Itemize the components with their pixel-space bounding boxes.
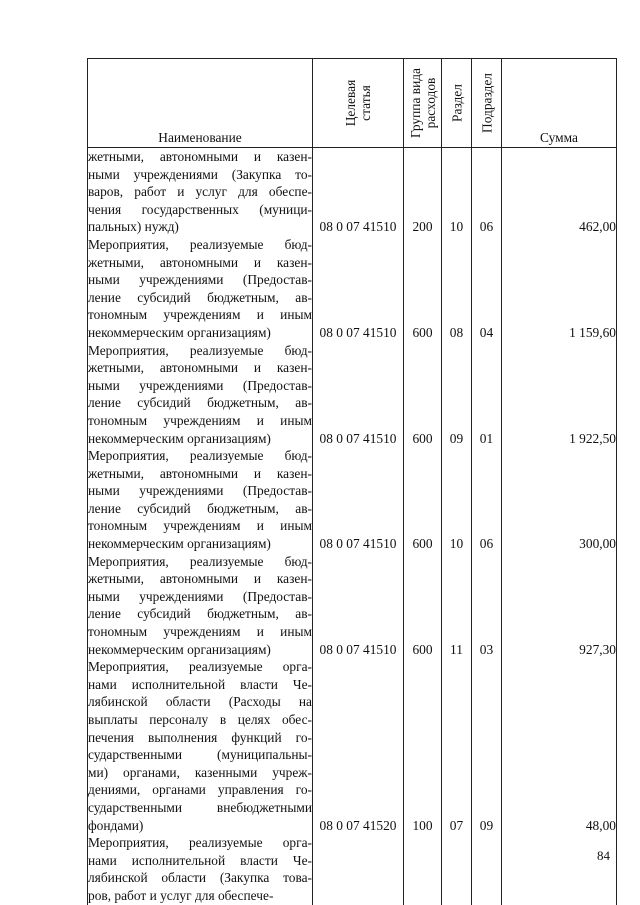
- row-sum: 1 159,60: [502, 236, 617, 342]
- row-name: Мероприятия, реализуемые бюд- жетными, автономными и казен- ными учреждениями (Предостав- ление субсидий бюджетным, ав- тономным учреждениям и иным некоммерческим организациям): [88, 236, 312, 340]
- row-sum: 300,00: [502, 447, 617, 553]
- row-target: 08 0 07 41510: [313, 342, 404, 448]
- row-subsection: 06: [472, 148, 502, 236]
- row-target: 08 0 07 41510: [313, 148, 404, 236]
- row-name: Мероприятия, реализуемые бюд- жетными, автономными и казен- ными учреждениями (Предостав- ление субсидий бюджетным, ав- тономным учреждениям и иным некоммерческим организациям): [88, 342, 312, 446]
- table-row: [88, 553, 617, 659]
- row-sum: [502, 834, 617, 904]
- row-name: Мероприятия, реализуемые орга- нами исполнительной власти Че- лябинской области (Закупка това- ров, работ и услуг для обеспече-: [88, 835, 312, 903]
- row-sum: 927,30: [502, 553, 617, 659]
- row-group: 600: [404, 553, 442, 659]
- row-target: 08 0 07 41510: [313, 447, 404, 553]
- row-section: 08: [442, 236, 472, 342]
- row-section: [442, 834, 472, 904]
- header-name: Наименование: [88, 59, 313, 148]
- row-section: 10: [442, 447, 472, 553]
- row-group: 100: [404, 658, 442, 834]
- row-target: 08 0 07 41510: [313, 236, 404, 342]
- row-name: Мероприятия, реализуемые бюд- жетными, автономными и казен- ными учреждениями (Предостав- ление субсидий бюджетным, ав- тономным учреждениям и иным некоммерческим организациям): [88, 448, 312, 552]
- table-row: [88, 834, 617, 904]
- header-group: Группа вида расходов: [404, 59, 442, 148]
- row-group: 200: [404, 148, 442, 236]
- row-group: 600: [404, 342, 442, 448]
- row-group: 600: [404, 447, 442, 553]
- table-row: [88, 236, 617, 342]
- row-sum: 48,00: [502, 658, 617, 834]
- page-number: 84: [597, 848, 610, 863]
- header-sum: Сумма: [502, 59, 617, 148]
- row-name: Мероприятия, реализуемые орга- нами исполнительной власти Че- лябинской области (Расходы на выплаты персоналу в целях обес- печения выполнения функций го- сударственными (муниципальны- ми) органами, казенными учреж- дениями, органами управления го- сударственными внебюджетными фондами): [88, 659, 312, 833]
- row-section: 07: [442, 658, 472, 834]
- table-row: [88, 342, 617, 448]
- row-section: 10: [442, 148, 472, 236]
- row-name: жетными, автономными и казен- ными учреждениями (Закупка то- варов, работ и услуг для обеспе- чения государственных (муници- пальных) нужд): [88, 149, 312, 235]
- row-subsection: [472, 834, 502, 904]
- row-subsection: 04: [472, 236, 502, 342]
- table-header-row: [88, 59, 617, 148]
- row-target: [313, 834, 404, 904]
- row-target: 08 0 07 41510: [313, 553, 404, 659]
- budget-table: [87, 58, 617, 905]
- row-subsection: 09: [472, 658, 502, 834]
- row-section: 09: [442, 342, 472, 448]
- table-body: [88, 148, 617, 905]
- table-row: [88, 658, 617, 834]
- table-row: [88, 447, 617, 553]
- row-group: 600: [404, 236, 442, 342]
- row-sum: 462,00: [502, 148, 617, 236]
- table-row: [88, 148, 617, 236]
- row-name: Мероприятия, реализуемые бюд- жетными, автономными и казен- ными учреждениями (Предостав- ление субсидий бюджетным, ав- тономным учреждениям и иным некоммерческим организациям): [88, 553, 312, 657]
- header-section: Раздел: [442, 59, 472, 148]
- row-subsection: 06: [472, 447, 502, 553]
- header-target: Целевая статья: [313, 59, 404, 148]
- row-subsection: 01: [472, 342, 502, 448]
- row-subsection: 03: [472, 553, 502, 659]
- row-target: 08 0 07 41520: [313, 658, 404, 834]
- header-subsection: Подраздел: [472, 59, 502, 148]
- row-sum: 1 922,50: [502, 342, 617, 448]
- row-section: 11: [442, 553, 472, 659]
- row-group: [404, 834, 442, 904]
